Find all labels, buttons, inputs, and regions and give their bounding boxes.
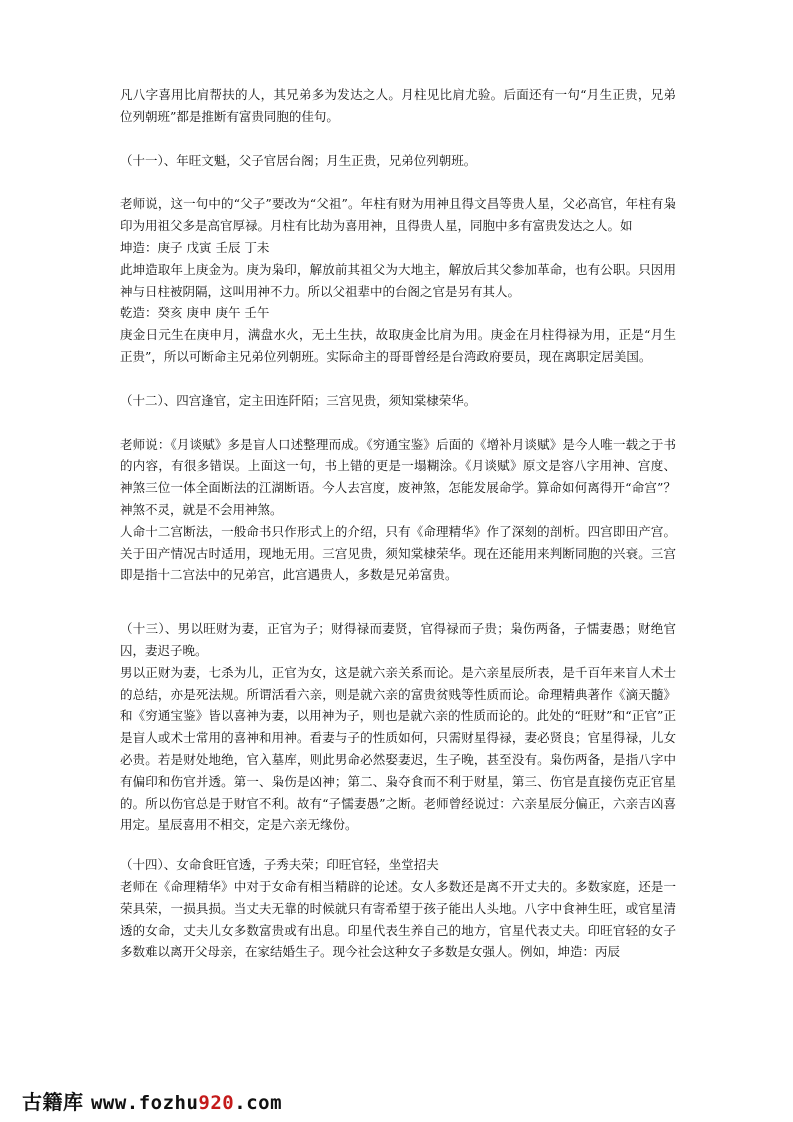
paragraph-14a: 老师在《命理精华》中对于女命有相当精辟的论述。女人多数还是离不开丈夫的。多数家庭，还是一荣具荣，一损具损。当丈夫无靠的时候就只有寄希望于孩子能出人头地。八字中食神生旺，或官星清透的女命，丈夫儿女多数富贵或有出息。印星代表生养自己的地方，官星代表丈夫。印旺官轻的女子多数难以离开父母亲，在家结婚生子。现今社会这种女子多数是女强人。例如，坤造：丙辰	[120, 878, 676, 960]
paragraph-11c: 此坤造取年上庚金为。庚为枭印，解放前其祖父为大地主，解放后其父参加革命，也有公职。只因用神与日柱被阴隔，这叫用神不力。所以父祖辈中的台阁之官是另有其人。	[120, 261, 676, 299]
paragraph-12a: 老师说：《月谈赋》多是盲人口述整理而成。《穷通宝鉴》后面的《增补月谈赋》是今人唯一载之于书的内容，有很多错误。上面这一句，书上错的更是一塌糊涂。《月谈赋》原文是容八字用神、宫度、神煞三位一体全面断法的江湖断语。今人去宫度，废神煞，怎能发展命学。算命如何离得开“命宫”？神煞不灵，就是不会用神煞。	[120, 436, 676, 517]
section-heading-13: （十三）、男以旺财为妻，正官为子；财得禄而妻贤，官得禄而子贵；枭伤两备，子懦妻愚；财绝官囚，妻迟子晚。	[120, 621, 676, 658]
section-heading-11: （十一）、年旺文魁，父子官居台阁；月生正贵，兄弟位列朝班。	[120, 152, 477, 168]
paragraph-intro: 凡八字喜用比肩帮扶的人，其兄弟多为发达之人。月柱见比肩尤验。后面还有一句“月生正贵，兄弟位列朝班”都是推断有富贵同胞的佳句。	[120, 87, 676, 124]
section-heading-14: （十四）、女命食旺官透，子秀夫荣；印旺官轻，坐堂招夫	[120, 857, 439, 873]
chart-example-kun-1: 坤造：庚子 戊寅 壬辰 丁未	[120, 239, 270, 255]
paragraph-11a: 老师说，这一句中的“父子”要改为“父祖”。年柱有财为用神且得文昌等贵人星，父必高官，年柱有枭印为用祖父多是高官厚禄。月柱有比劫为喜用神，且得贵人星，同胞中多有富贵发达之人。如	[120, 196, 676, 234]
site-url-suffix: .com	[234, 1092, 283, 1114]
site-url[interactable]	[91, 1092, 282, 1114]
paragraph-13a: 男以正财为妻，七杀为儿，正官为女，这是就六亲关系而论。是六亲星辰所表，是千百年来盲人术士的总结，亦是死法规。所谓活看六亲，则是就六亲的富贵贫贱等性质而论。命理精典著作《滴天髓》和《穷通宝鉴》皆以喜神为妻，以用神为子，则也是就六亲的性质而论的。此处的“旺财”和“正官”正是盲人或术士常用的喜神和用神。看妻与子的性质如何，只需财星得禄，妻必贤良；官星得禄，儿女必贵。若是财处地绝，官入墓库，则此男命必然娶妻迟，生子晚，甚至没有。枭伤两备，是指八字中有偏印和伤官并透。第一、枭伤是凶神；第二、枭夺食而不利于财星，第三、伤官是直接伤克正官星的。所以伤官总是于财官不利。故有“子懦妻愚”之断。老师曾经说过：六亲星辰分偏正，六亲吉凶喜用定。星辰喜用不相交，定是六亲无缘份。	[120, 664, 676, 833]
site-url-prefix: www.fozhu	[90, 1092, 199, 1114]
document-body	[120, 84, 676, 963]
site-name: 古籍库	[22, 1090, 84, 1114]
chart-example-qian-1: 乾造：癸亥 庚申 庚午 壬午	[120, 305, 270, 321]
paragraph-12b: 人命十二宫断法，一般命书只作形式上的介绍，只有《命理精华》作了深刻的剖析。四宫即田产宫。关于田产情况古时适用，现地无用。三宫见贵，须知棠棣荣华。现在还能用来判断同胞的兴衰。三宫即是指十二宫法中的兄弟宫，此宫遇贵人，多数是兄弟富贵。	[120, 523, 676, 583]
site-url-number: 920	[198, 1092, 235, 1114]
section-heading-12: （十二）、四宫逢官，定主田连阡陌；三宫见贵，须知棠棣荣华。	[120, 392, 477, 408]
site-watermark	[22, 1086, 282, 1115]
paragraph-11e: 庚金日元生在庚申月，满盘水火，无土生扶，故取庚金比肩为用。庚金在月柱得禄为用，正是“月生正贵”，所以可断命主兄弟位列朝班。实际命主的哥哥曾经是台湾政府要员，现在离职定居美国。	[120, 327, 676, 364]
